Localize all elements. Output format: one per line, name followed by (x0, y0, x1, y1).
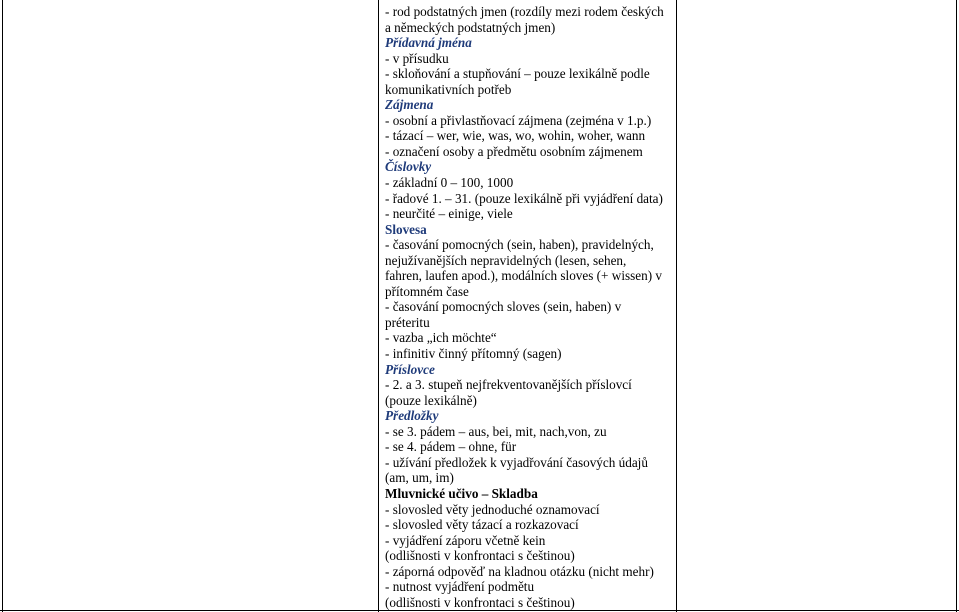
text-line: nejužívanějších nepravidelných (lesen, sehen, (385, 252, 627, 268)
text-line: komunikativních potřeb (385, 81, 512, 97)
section-heading: Slovesa (385, 221, 427, 237)
text-line: - 2. a 3. stupeň nejfrekventovanějších příslovcí (385, 377, 632, 393)
text-line: - základní 0 – 100, 1000 (385, 175, 514, 191)
section-heading: Zájmena (385, 97, 434, 113)
text-line: (pouze lexikálně) (385, 392, 477, 408)
text-line: (am, um, im) (385, 470, 454, 486)
section-heading: Příslovce (385, 361, 435, 377)
table-border-right (956, 0, 957, 612)
table-divider-1 (378, 0, 379, 612)
text-line: a německých podstatných jmen) (385, 19, 556, 35)
text-line: - časování pomocných sloves (sein, haben) v (385, 299, 622, 315)
section-heading: Předložky (385, 408, 439, 424)
text-line: - infinitiv činný přítomný (sagen) (385, 346, 562, 362)
text-line: - se 3. pádem – aus, bei, mit, nach,von, zu (385, 423, 607, 439)
section-heading: Číslovky (385, 159, 432, 175)
text-line: - označení osoby a předmětu osobním zájmenem (385, 143, 643, 159)
table-border-left (2, 0, 3, 612)
text-line: - nutnost vyjádření podmětu (385, 579, 535, 595)
text-line: přítomném čase (385, 283, 469, 299)
text-line: - tázací – wer, wie, was, wo, wohin, woher, wann (385, 128, 646, 144)
text-line: - časování pomocných (sein, haben), pravidelných, (385, 237, 654, 253)
text-line: - skloňování a stupňování – pouze lexikálně podle (385, 66, 650, 82)
text-line: (odlišnosti v konfrontaci s češtinou) (385, 594, 575, 610)
text-line: préteritu (385, 314, 430, 330)
text-line: - neurčité – einige, viele (385, 206, 513, 222)
text-line: - se 4. pádem – ohne, für (385, 439, 517, 455)
text-line: - v přísudku (385, 50, 449, 66)
text-line: - rod podstatných jmen (rozdíly mezi rodem českých (385, 4, 664, 19)
text-line: (odlišnosti v konfrontaci s češtinou) (385, 548, 575, 564)
section-heading: Mluvnické učivo – Skladba (385, 485, 538, 501)
curriculum-cell (385, 4, 680, 610)
text-line: - vazba „ich möchte“ (385, 330, 497, 346)
text-line: - záporná odpověď na kladnou otázku (nicht mehr) (385, 563, 654, 579)
text-line: fahren, laufen apod.), modálních sloves (+ wissen) v (385, 268, 662, 284)
text-line: - slovosled věty jednoduché oznamovací (385, 501, 600, 517)
text-line: - užívání předložek k vyjadřování časových údajů (385, 454, 648, 470)
text-line: - vyjádření záporu včetně kein (385, 532, 546, 548)
text-line: - řadové 1. – 31. (pouze lexikálně při vyjádření data) (385, 190, 663, 206)
section-heading: Přídavná jména (385, 35, 472, 51)
text-line: - osobní a přivlastňovací zájmena (zejména v 1.p.) (385, 112, 652, 128)
text-line: - slovosled věty tázací a rozkazovací (385, 517, 579, 533)
